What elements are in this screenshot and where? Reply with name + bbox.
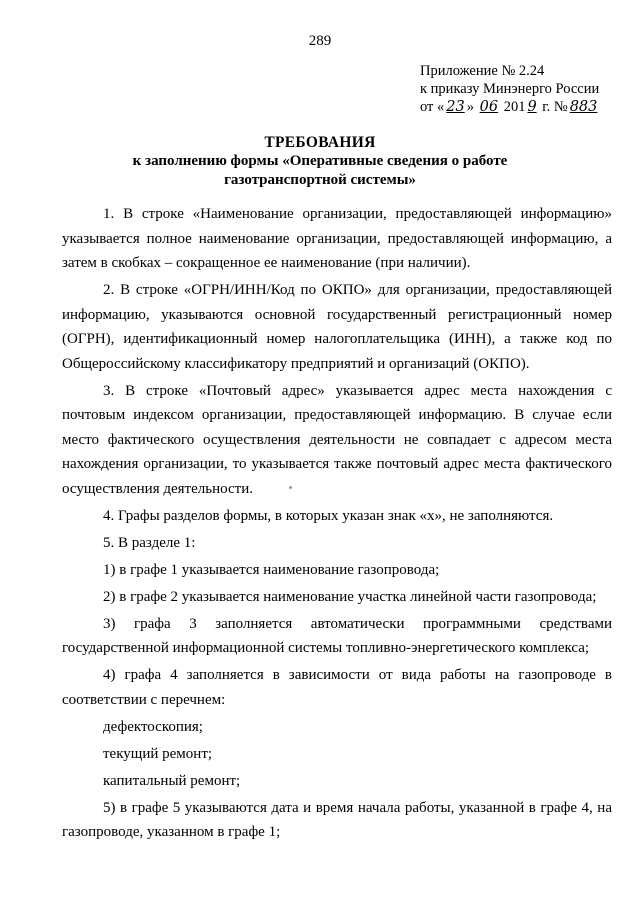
page-number: 289 (308, 33, 332, 49)
date-number-prefix: г. № (538, 99, 568, 115)
paragraph-3: 3. В строке «Почтовый адрес» указывается адрес места нахождения с почтовым индексом организации, предоставляющей информацию. В случае если место фактического осуществления деятельности не совпадает с адресом места нахождения организации, то указывается также почтовый адрес места фактического осуществления деятельности. (62, 382, 612, 497)
handwritten-order-number: 883 (569, 99, 598, 115)
work-type-current-repair: текущий ремонт; (103, 745, 213, 762)
list-item-1: 1) в графе 1 указывается наименование газопровода; (103, 561, 440, 578)
handwritten-month: 06 (479, 99, 499, 115)
list-item-5: 5) в графе 5 указываются дата и время начала работы, указанной в графе 4, на газопроводе, указанном в графе 1; (62, 799, 612, 840)
paragraph-5: 5. В разделе 1: (103, 534, 196, 551)
paragraph-2: 2. В строке «ОГРН/ИНН/Код по ОКПО» для организации, предоставляющей информацию, указываются основной государственный регистрационный номер (ОГРН), идентификационный номер налогоплательщика (ИНН), а также код по Общероссийскому классификатору предприятий и организаций (ОКПО). (62, 282, 612, 372)
appendix-title: Приложение № 2.24 (420, 63, 545, 79)
paragraph-1: 1. В строке «Наименование организации, предоставляющей информацию» указывается полное наименование организации, предоставляющей информацию, а затем в скобках – сокращенное ее наименование (при наличии). (62, 206, 612, 271)
document-body (62, 202, 612, 847)
scan-speck (289, 486, 292, 489)
date-prefix: от « (420, 99, 445, 115)
handwritten-day: 23 (446, 99, 465, 115)
work-type-defectoscopy: дефектоскопия; (103, 718, 203, 735)
appendix-block (420, 62, 620, 116)
appendix-order-ref: к приказу Минэнерго России (420, 81, 600, 97)
list-item-4: 4) графа 4 заполняется в зависимости от вида работы на газопроводе в соответствии с перечнем: (62, 667, 612, 708)
appendix-date-line (420, 98, 620, 116)
list-item-2: 2) в графе 2 указывается наименование участка линейной части газопровода; (103, 588, 597, 605)
heading-subtitle-line2: газотранспортной системы» (224, 172, 416, 188)
date-year-prefix: 201 (500, 99, 526, 115)
work-type-capital-repair: капитальный ремонт; (103, 772, 241, 789)
date-sep-1: » (466, 99, 478, 115)
heading-subtitle-line1: к заполнению формы «Оперативные сведения о работе (132, 153, 508, 169)
handwritten-year-digit: 9 (527, 99, 537, 115)
heading-title: ТРЕБОВАНИЯ (264, 134, 376, 151)
paragraph-4: 4. Графы разделов формы, в которых указан знак «х», не заполняются. (103, 507, 554, 524)
document-heading (0, 133, 640, 190)
list-item-3: 3) графа 3 заполняется автоматически программными средствами государственной информационной системы топливно-энергетического комплекса; (62, 615, 612, 656)
